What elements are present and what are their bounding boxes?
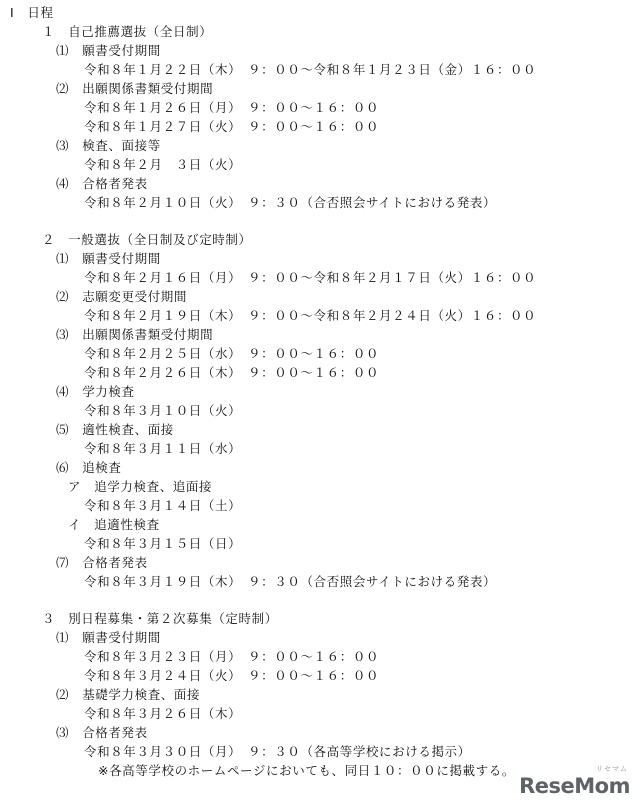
item-date: 令和８年３月１５日（日） (84, 536, 242, 551)
sub-item-label: イ 追適性検査 (68, 517, 160, 532)
item-date: 令和８年３月２４日（火） ９：００～１６：００ (84, 668, 380, 683)
item-label: ⑵ 基礎学力検査、面接 (56, 687, 201, 702)
item-label: ⑷ 学力検査 (56, 384, 135, 399)
item-label: ⑶ 検査、面接等 (56, 138, 161, 153)
item-date: 令和８年３月１９日（木） ９：３０（合否照会サイトにおける発表） (84, 574, 497, 589)
page-heading: Ⅰ 日程 (10, 5, 54, 20)
item-label: ⑷ 合格者発表 (56, 176, 148, 191)
item-label: ⑵ 出願関係書類受付期間 (56, 81, 214, 96)
watermark-tagline: リセマム (596, 765, 628, 773)
item-label: ⑴ 願書受付期間 (56, 630, 161, 645)
item-label: ⑴ 願書受付期間 (56, 43, 161, 58)
item-label: ⑹ 追検査 (56, 460, 122, 475)
item-date: 令和８年１月２７日（火） ９：００～１６：００ (84, 119, 380, 134)
item-date: 令和８年２月２６日（木） ９：００～１６：００ (84, 365, 380, 380)
item-date: 令和８年２月１９日（木） ９：００～令和８年２月２４日（火）１６：００ (84, 308, 537, 323)
section-title: ２ 一般選抜（全日制及び定時制） (42, 232, 252, 247)
item-date: 令和８年１月２６日（月） ９：００～１６：００ (84, 100, 380, 115)
sub-item-label: ア 追学力検査、追面接 (68, 479, 213, 494)
item-date: 令和８年３月３０日（月） ９：３０（各高等学校における掲示） (84, 744, 471, 759)
item-label: ⑶ 合格者発表 (56, 725, 148, 740)
item-date: 令和８年２月１０日（火） ９：３０（合否照会サイトにおける発表） (84, 195, 497, 210)
item-date: 令和８年３月１４日（土） (84, 498, 242, 513)
item-date: 令和８年３月１１日（水） (84, 441, 242, 456)
item-date: 令和８年１月２２日（木） ９：００～令和８年１月２３日（金）１６：００ (84, 62, 537, 77)
item-label: ⑶ 出願関係書類受付期間 (56, 327, 214, 342)
item-label: ⑸ 適性検査、面接 (56, 422, 174, 437)
item-date: 令和８年３月２６日（木） (84, 706, 242, 721)
item-date: 令和８年３月２３日（月） ９：００～１６：００ (84, 649, 380, 664)
item-date: 令和８年３月１０日（火） (84, 403, 242, 418)
section-title: １ 自己推薦選抜（全日制） (42, 24, 213, 39)
item-date: 令和８年２月 ３日（火） (84, 157, 242, 172)
section-title: ３ 別日程募集・第２次募集（定時制） (42, 611, 278, 626)
item-date: 令和８年２月２５日（水） ９：００～１６：００ (84, 346, 380, 361)
item-label: ⑴ 願書受付期間 (56, 251, 161, 266)
item-label: ⑵ 志願変更受付期間 (56, 289, 188, 304)
item-label: ⑺ 合格者発表 (56, 555, 148, 570)
item-date: 令和８年２月１６日（月） ９：００～令和８年２月１７日（火）１６：００ (84, 270, 537, 285)
watermark-logo: ReseMom (519, 774, 630, 798)
footnote: ※各高等学校のホームページにおいても、同日１０：００に掲載する。 (98, 763, 515, 778)
